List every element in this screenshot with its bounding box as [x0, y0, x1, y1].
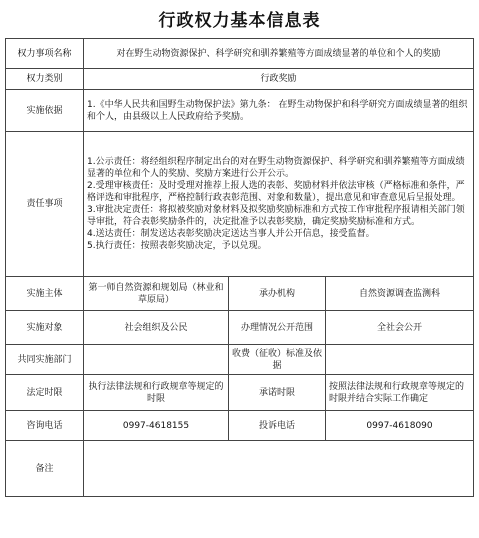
responsibility-line: 1.公示责任：将经组织程序制定出台的对在野生动物资源保护、科学研究和驯养繁殖等方面成绩显著的单位和个人的奖励、奖励方案进行公开公示。	[87, 157, 465, 179]
value-disclosure-scope: 全社会公开	[326, 311, 474, 345]
label-handling-unit: 承办机构	[229, 277, 326, 311]
responsibility-line: 2.受理审核责任：及时受理对推荐上报人选的表彰、奖励材料并依法审核（严格标准和条件，严格评选和审批程序，严格控制行政表彰范围、对象和数量），提出意见和审查意见后呈报处理。	[87, 181, 465, 203]
value-category: 行政奖励	[84, 69, 474, 90]
value-legal-deadline: 执行法律法规和行政规章等规定的时限	[84, 375, 229, 411]
value-handling-unit: 自然资源调查监测科	[326, 277, 474, 311]
value-remarks	[84, 441, 474, 497]
value-power-name: 对在野生动物资源保护、科学研究和驯养繁殖等方面成绩显著的单位和个人的奖励	[84, 39, 474, 69]
info-table	[5, 38, 474, 497]
value-promised-deadline: 按照法律法规和行政规章等规定的时限并结合实际工作确定	[326, 375, 474, 411]
label-target: 实施对象	[6, 311, 84, 345]
row-deadline	[6, 375, 474, 411]
label-consult-phone: 咨询电话	[6, 411, 84, 441]
row-phone	[6, 411, 474, 441]
label-fee-standard: 收费（征收）标准及依据	[229, 345, 326, 375]
page-title: 行政权力基本信息表	[158, 11, 321, 31]
row-joint	[6, 345, 474, 375]
label-category: 权力类别	[6, 69, 84, 90]
label-disclosure-scope: 办理情况公开范围	[229, 311, 326, 345]
label-complaint-phone: 投诉电话	[229, 411, 326, 441]
row-basis	[6, 90, 474, 132]
label-power-name: 权力事项名称	[6, 39, 84, 69]
row-category	[6, 69, 474, 90]
value-target: 社会组织及公民	[84, 311, 229, 345]
row-target	[6, 311, 474, 345]
label-responsibility: 责任事项	[6, 132, 84, 277]
row-remarks	[6, 441, 474, 497]
value-basis: 1.《中华人民共和国野生动物保护法》第九条： 在野生动物保护和科学研究方面成绩显著的组织和个人，由县级以上人民政府给予奖励。	[84, 90, 474, 132]
label-promised-deadline: 承诺时限	[229, 375, 326, 411]
value-responsibility	[84, 132, 474, 277]
label-basis: 实施依据	[6, 90, 84, 132]
value-consult-phone: 0997-4618155	[84, 411, 229, 441]
value-complaint-phone: 0997-4618090	[326, 411, 474, 441]
value-fee-standard	[326, 345, 474, 375]
label-joint-department: 共同实施部门	[6, 345, 84, 375]
label-legal-deadline: 法定时限	[6, 375, 84, 411]
responsibility-line: 3.审批决定责任：将拟被奖励对象材料及拟奖励奖励标准和方式按工作审批程序报请相关部门领导审批，符合表彰奖励条件的，决定批准予以表彰奖励，确定奖励奖励标准和方式。	[87, 205, 465, 227]
row-subject	[6, 277, 474, 311]
label-remarks: 备注	[6, 441, 84, 497]
row-responsibility	[6, 132, 474, 277]
responsibility-line: 4.送达责任：制发送达表彰奖励决定送达当事人并公开信息，接受监督。	[87, 229, 375, 239]
value-joint-department	[84, 345, 229, 375]
row-power-name	[6, 39, 474, 69]
value-subject: 第一师自然资源和规划局（林业和草原局）	[84, 277, 229, 311]
label-subject: 实施主体	[6, 277, 84, 311]
responsibility-line: 5.执行责任：按照表彰奖励决定，予以兑现。	[87, 241, 267, 251]
